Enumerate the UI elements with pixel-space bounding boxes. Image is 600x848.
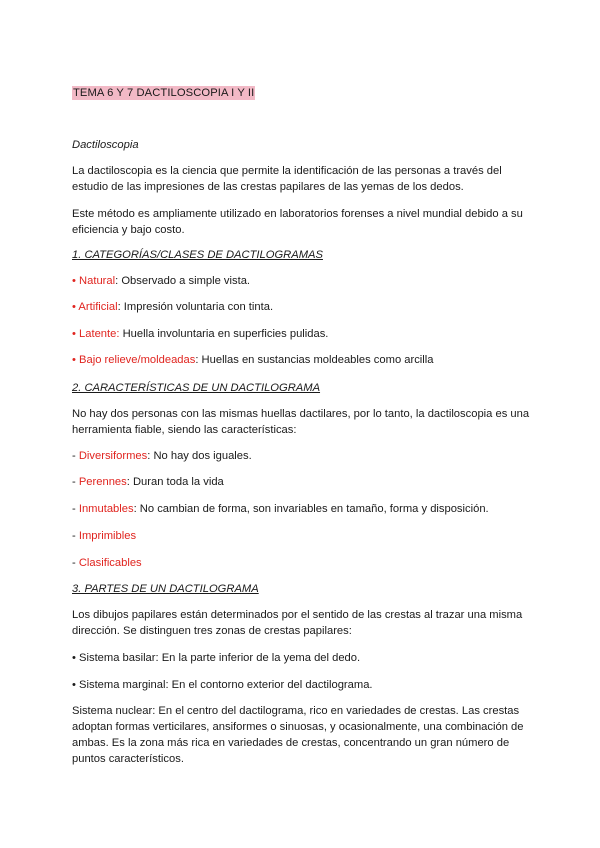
section-2-heading: 2. CARACTERÍSTICAS DE UN DACTILOGRAMA [72,382,321,394]
dash-marker: - [72,450,76,462]
dash-marker: - [72,503,76,515]
section-1-heading: 1. CATEGORÍAS/CLASES DE DACTILOGRAMAS [72,249,323,261]
list-item: • Sistema basilar: En la parte inferior de la yema del dedo. [72,652,361,664]
bullet-marker: • [72,354,76,366]
list-item-term: Artificial [78,301,118,313]
list-item-text: : No hay dos iguales. [147,450,252,462]
list-item-term: Natural [79,275,116,287]
list-item-term: Latente: [79,328,120,340]
bullet-marker: • [72,328,76,340]
section-3-heading: 3. PARTES DE UN DACTILOGRAMA [72,583,259,595]
intro-paragraph-2-line-2: eficiencia y bajo costo. [72,224,185,236]
list-item [72,555,560,571]
bullet-marker: • [72,275,76,287]
bullet-marker: • [72,301,76,313]
list-item [72,352,560,368]
list-item-term: Imprimibles [78,530,137,542]
section-2-paragraph-line-1: No hay dos personas con las mismas huellas dactilares, por lo tanto, la dactiloscopia es una [72,408,530,420]
intro-paragraph-1-line-2: estudio de las impresiones de las crestas papilares de las yemas de los dedos. [72,181,464,193]
document-title: TEMA 6 Y 7 DACTILOSCOPIA I Y II [73,87,255,99]
list-item-text: : No cambian de forma, son invariables en tamaño, forma y disposición. [133,503,489,515]
document-title-wrap [72,83,255,101]
section-3-paragraph-line-2: dirección. Se distinguen tres zonas de crestas papilares: [72,625,352,637]
list-item [72,501,560,517]
list-item-text: : Impresión voluntaria con tinta. [117,301,274,313]
nuclear-paragraph-line-2: adoptan formas verticilares, ansiformes o sinuosas, y ocasionalmente, una combinación de [72,721,524,733]
list-item [72,474,560,490]
list-item-text: : Duran toda la vida [126,476,224,488]
section-2-paragraph-line-2: herramienta fiable, siendo las características: [72,424,297,436]
list-item [72,528,560,544]
list-item-term: Clasificables [78,557,142,569]
intro-paragraph-1-line-1: La dactiloscopia es la ciencia que permite la identificación de las personas a través del [72,165,502,177]
list-item-text: : Huellas en sustancias moldeables como arcilla [195,354,434,366]
list-item: • Sistema marginal: En el contorno exterior del dactilograma. [72,679,373,691]
nuclear-paragraph-line-4: puntos característicos. [72,753,184,765]
list-item-text: Huella involuntaria en superficies pulidas. [119,328,329,340]
subtitle: Dactiloscopia [72,139,139,151]
nuclear-paragraph-line-1: Sistema nuclear: En el centro del dactilograma, rico en variedades de crestas. Las crestas [72,705,520,717]
list-item [72,299,560,315]
list-item [72,448,560,464]
dash-marker: - [72,476,76,488]
list-item-term: Inmutables [78,503,134,515]
intro-paragraph-2-line-1: Este método es ampliamente utilizado en laboratorios forenses a nivel mundial debido a su [72,208,523,220]
list-item-term: Bajo relieve/moldeadas [79,354,196,366]
dash-marker: - [72,557,76,569]
list-item [72,326,560,342]
dash-marker: - [72,530,76,542]
list-item-term: Perennes [78,476,127,488]
list-item-term: Diversiformes [78,450,148,462]
section-3-paragraph-line-1: Los dibujos papilares están determinados por el sentido de las crestas al trazar una misma [72,609,523,621]
list-item-text: : Observado a simple vista. [115,275,251,287]
nuclear-paragraph-line-3: ambas. Es la zona más rica en variedades de crestas, concentrando un gran número de [72,737,510,749]
list-item [72,273,560,289]
